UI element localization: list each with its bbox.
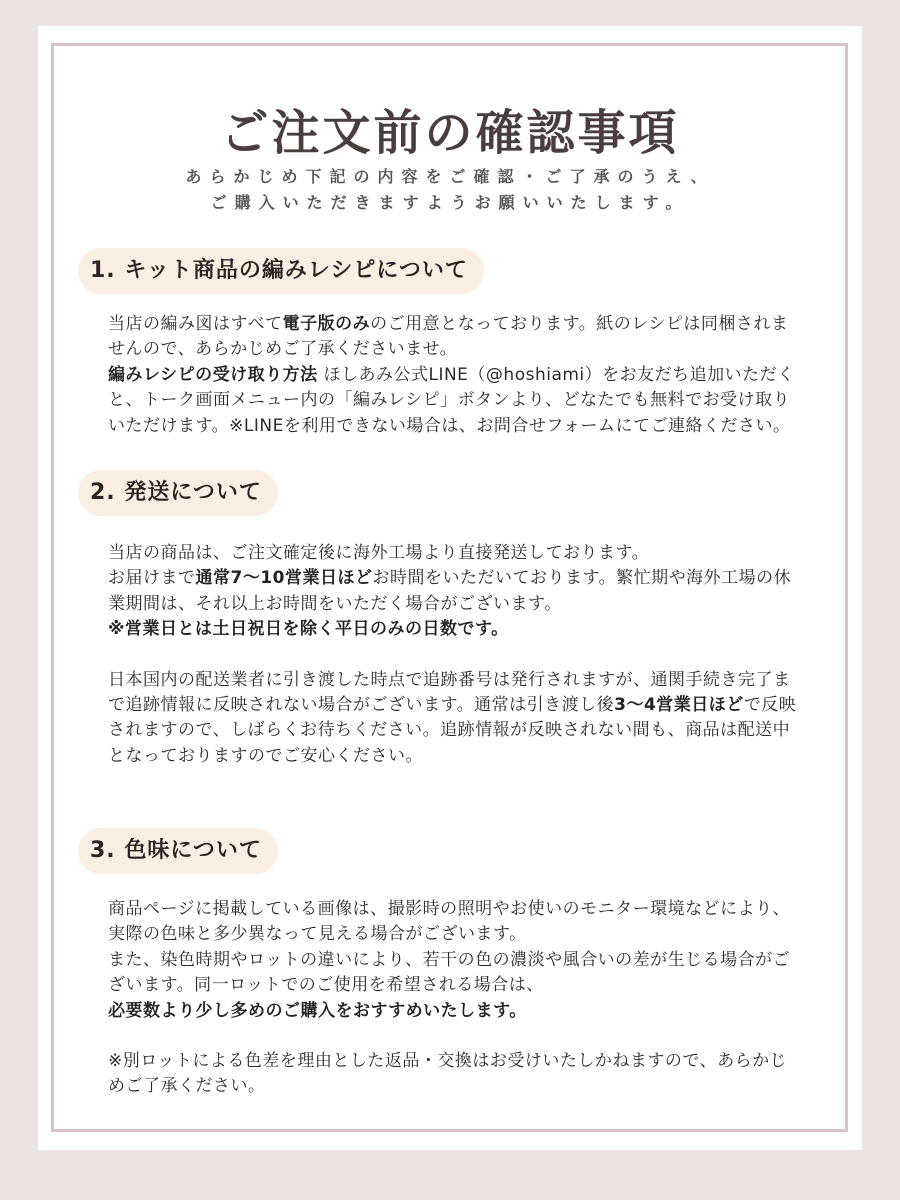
color-recommendation: 必要数より少し多めのご購入をおすすめいたします。	[108, 1000, 527, 1021]
recipe-paragraph-2	[108, 363, 798, 439]
shipping-paragraph-2	[108, 566, 798, 617]
notice-card	[38, 26, 862, 1150]
color-paragraph-4: ※別ロットによる色差を理由とした返品・交換はお受けいたしかねますので、あらかじめご了承ください。	[108, 1051, 788, 1097]
recipe-text: 当店の編み図はすべて	[108, 314, 283, 334]
section-body-color	[108, 897, 798, 1100]
shipping-note	[108, 617, 798, 642]
shipping-paragraph-1: 当店の商品は、ご注文確定後に海外工場より直接発送しております。	[108, 543, 650, 563]
shipping-text: お時間をいただいております。繁忙期や海外工場の休業期間は、それ以上お時間をいただく場合がございます。	[108, 568, 792, 614]
subtitle-line-2: ご購入いただきますようお願いいたします。	[210, 193, 690, 212]
shipping-emphasis: 通常7〜10営業日ほど	[195, 568, 373, 589]
tracking-text: 日本国内の配送業者に引き渡した時点で追跡番号は発行されますが、通関手続き完了まで追跡情報に反映されない場合がございます。通常は引き渡し後	[108, 669, 791, 716]
color-paragraph-3	[108, 999, 798, 1024]
paragraph-gap	[108, 1024, 798, 1049]
business-day-note: ※営業日とは土日祝日を除く平日のみの日数です。	[108, 619, 509, 640]
recipe-method-label: 編みレシピの受け取り方法	[108, 364, 318, 385]
section-heading-color: 3. 色味について	[78, 828, 278, 874]
shipping-paragraph-4	[108, 668, 798, 770]
shipping-text: お届けまで	[108, 568, 196, 589]
color-paragraph-1: 商品ページに掲載している画像は、撮影時の照明やお使いのモニター環境などにより、実際の色味と多少異なって見える場合がございます。	[108, 899, 791, 945]
page-subtitle	[38, 164, 862, 216]
recipe-paragraph-1	[108, 312, 798, 363]
recipe-method-text: ほしあみ公式LINE（@hoshiami）をお友だち追加いただくと、トーク画面メニュー内の「編みレシピ」ボタンより、どなたでも無料でお受け取りいただけます。※LINEを利用できない場合は、お問合せフォームにてご連絡ください。	[108, 364, 795, 436]
section-body-recipe	[108, 312, 798, 439]
tracking-text: で反映されますので、しばらくお待ちください。追跡情報が反映されない間も、商品は配送中となっておりますのでご安心ください。	[108, 695, 797, 766]
paragraph-gap	[108, 643, 798, 668]
section-heading-recipe: 1. キット商品の編みレシピについて	[78, 248, 484, 294]
section-heading-shipping: 2. 発送について	[78, 470, 278, 516]
tracking-emphasis: 3〜4営業日ほど	[614, 695, 744, 716]
recipe-emphasis: 電子版のみ	[282, 314, 371, 334]
color-paragraph-2: また、染色時期やロットの違いにより、若干の色の濃淡や風合いの差が生じる場合がございます。同一ロットでのご使用を希望される場合は、	[108, 949, 791, 996]
subtitle-line-1: あらかじめ下記の内容をご確認・ご了承のうえ、	[185, 167, 715, 186]
recipe-text: のご用意となっております。紙のレシピは同梱されませんので、あらかじめご了承くださいませ。	[108, 314, 789, 360]
page-title: ご注文前の確認事項	[220, 105, 680, 161]
section-body-shipping	[108, 541, 798, 769]
